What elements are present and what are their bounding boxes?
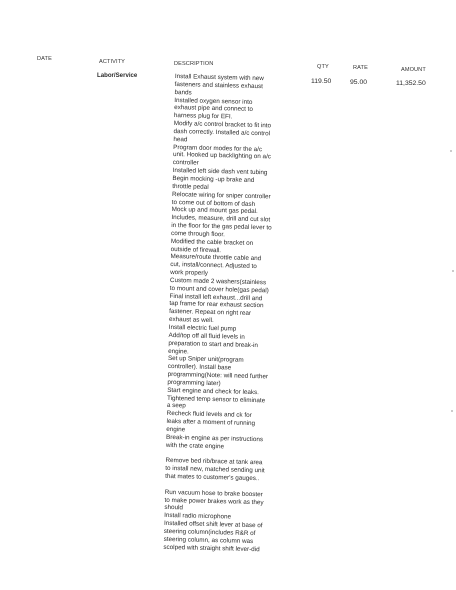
description-line: steering column(includes R&R of xyxy=(163,527,256,538)
description-line: engine. xyxy=(168,347,189,355)
description-line: Install radio microphone xyxy=(164,512,232,521)
description-line: unit. Hooked up backlighting on a/c xyxy=(172,151,272,161)
description-line: harness plug for EFI. xyxy=(173,112,233,121)
description-line: Relocate wiring for sniper controller xyxy=(171,190,271,201)
description-line: to come out of bottom of dash xyxy=(171,198,256,208)
description-line: in the floor for the gas pedal lever to xyxy=(171,221,272,232)
description-line: to install new, matched sending unit xyxy=(165,465,265,475)
description-line: preparation to start and break-in xyxy=(168,339,259,349)
description-line: Install electric fuel pump xyxy=(168,323,237,333)
description-line: controller xyxy=(172,159,199,167)
description-line: come through floor. xyxy=(170,229,226,239)
description-line: controller). Install base xyxy=(167,363,232,372)
row-amount: 11,352.50 xyxy=(396,80,426,87)
description-line: cut, install/connect. Adjusted to xyxy=(170,261,257,271)
description-line: Measure/route throttle cable and xyxy=(170,253,262,263)
description-line: to make power brakes work as they xyxy=(164,496,264,506)
description-line: Includes, measure, drill and cut slot xyxy=(171,214,271,224)
description-line: Modified the cable bracket on xyxy=(170,237,254,247)
row-rate: 95.00 xyxy=(350,79,368,86)
scan-speck xyxy=(452,270,454,272)
description-line: Final install left exhaust...drill and xyxy=(169,292,263,302)
description-line: Installed oxygen sensor into xyxy=(174,96,253,106)
description-line: dash correctly. Installed a/c control xyxy=(173,127,271,138)
description-line: programming(Note: will need further xyxy=(167,370,269,381)
description-line: Break-in engine as per instructions xyxy=(166,433,264,444)
description-line: Tightened temp sensor to eliminate xyxy=(166,394,266,404)
description-line: fasteners and stainless exhaust xyxy=(174,80,264,90)
description-line: exhaust pipe and connect to xyxy=(174,104,253,114)
description-line: Install Exhaust system with new xyxy=(174,73,264,83)
row-qty: 119.50 xyxy=(311,78,332,85)
description-line: scolped with straight shift lever-did xyxy=(163,543,260,553)
description-line: tap frame for rear exhaust section xyxy=(169,300,264,310)
header-rate: RATE xyxy=(353,65,368,71)
scan-speck xyxy=(451,410,453,412)
description-line: that mates to customer's gauges.. xyxy=(165,472,260,483)
description-line: to mount and cover hole(gas pedal) xyxy=(169,284,269,295)
description-line: engine xyxy=(166,425,186,434)
description-line: steering column, as column was xyxy=(163,535,254,545)
description-line: programming later) xyxy=(167,378,221,388)
description-line: work properly xyxy=(170,269,208,277)
description-line: Recheck fluid levels and ck for xyxy=(166,410,252,420)
description-line: fastener. Repeat on right rear xyxy=(169,308,252,318)
description-line: Installed offset shift lever at base of xyxy=(163,519,263,530)
description-line: throttle pedal xyxy=(172,182,209,191)
description-line: Set up Sniper unit(program xyxy=(167,355,244,365)
description-line: Remove bed rib/brace at tank area xyxy=(165,457,263,467)
description-line: leaks after a moment of running xyxy=(166,418,256,428)
row-description xyxy=(163,73,303,554)
scan-speck xyxy=(450,150,452,152)
description-line: Program door modes for the a/c xyxy=(173,143,263,153)
description-line: should xyxy=(164,504,184,512)
description-line: bands xyxy=(174,88,192,97)
description-line: Begin mocking -up brake and xyxy=(172,174,255,184)
description-line: head xyxy=(173,135,188,144)
description-line: Modify a/c control bracket to fit into xyxy=(173,120,272,130)
header-activity: ACTIVITY xyxy=(99,59,125,65)
description-line: with the crate engine xyxy=(165,441,225,450)
description-line: Mock up and mount gas pedal. xyxy=(171,206,258,216)
description-line: outside of firewall. xyxy=(170,245,222,254)
description-line: a seep xyxy=(166,402,186,410)
description-line: Run vacuum hose to brake booster xyxy=(164,488,263,498)
description-line: Custom made 2 washers(stainless xyxy=(169,276,267,287)
header-description: DESCRIPTION xyxy=(174,61,214,67)
description-line: Start engine and check for leaks. xyxy=(167,386,260,396)
description-line: Installed left side dash vent tubing xyxy=(172,167,268,177)
row-activity: Labor/Service xyxy=(97,72,138,79)
description-line: Add/top off all fluid levels in xyxy=(168,331,245,341)
header-amount: AMOUNT xyxy=(401,67,426,73)
description-line: exhaust as well. xyxy=(168,316,214,325)
header-date: DATE xyxy=(37,56,52,62)
header-qty: QTY xyxy=(317,64,329,70)
